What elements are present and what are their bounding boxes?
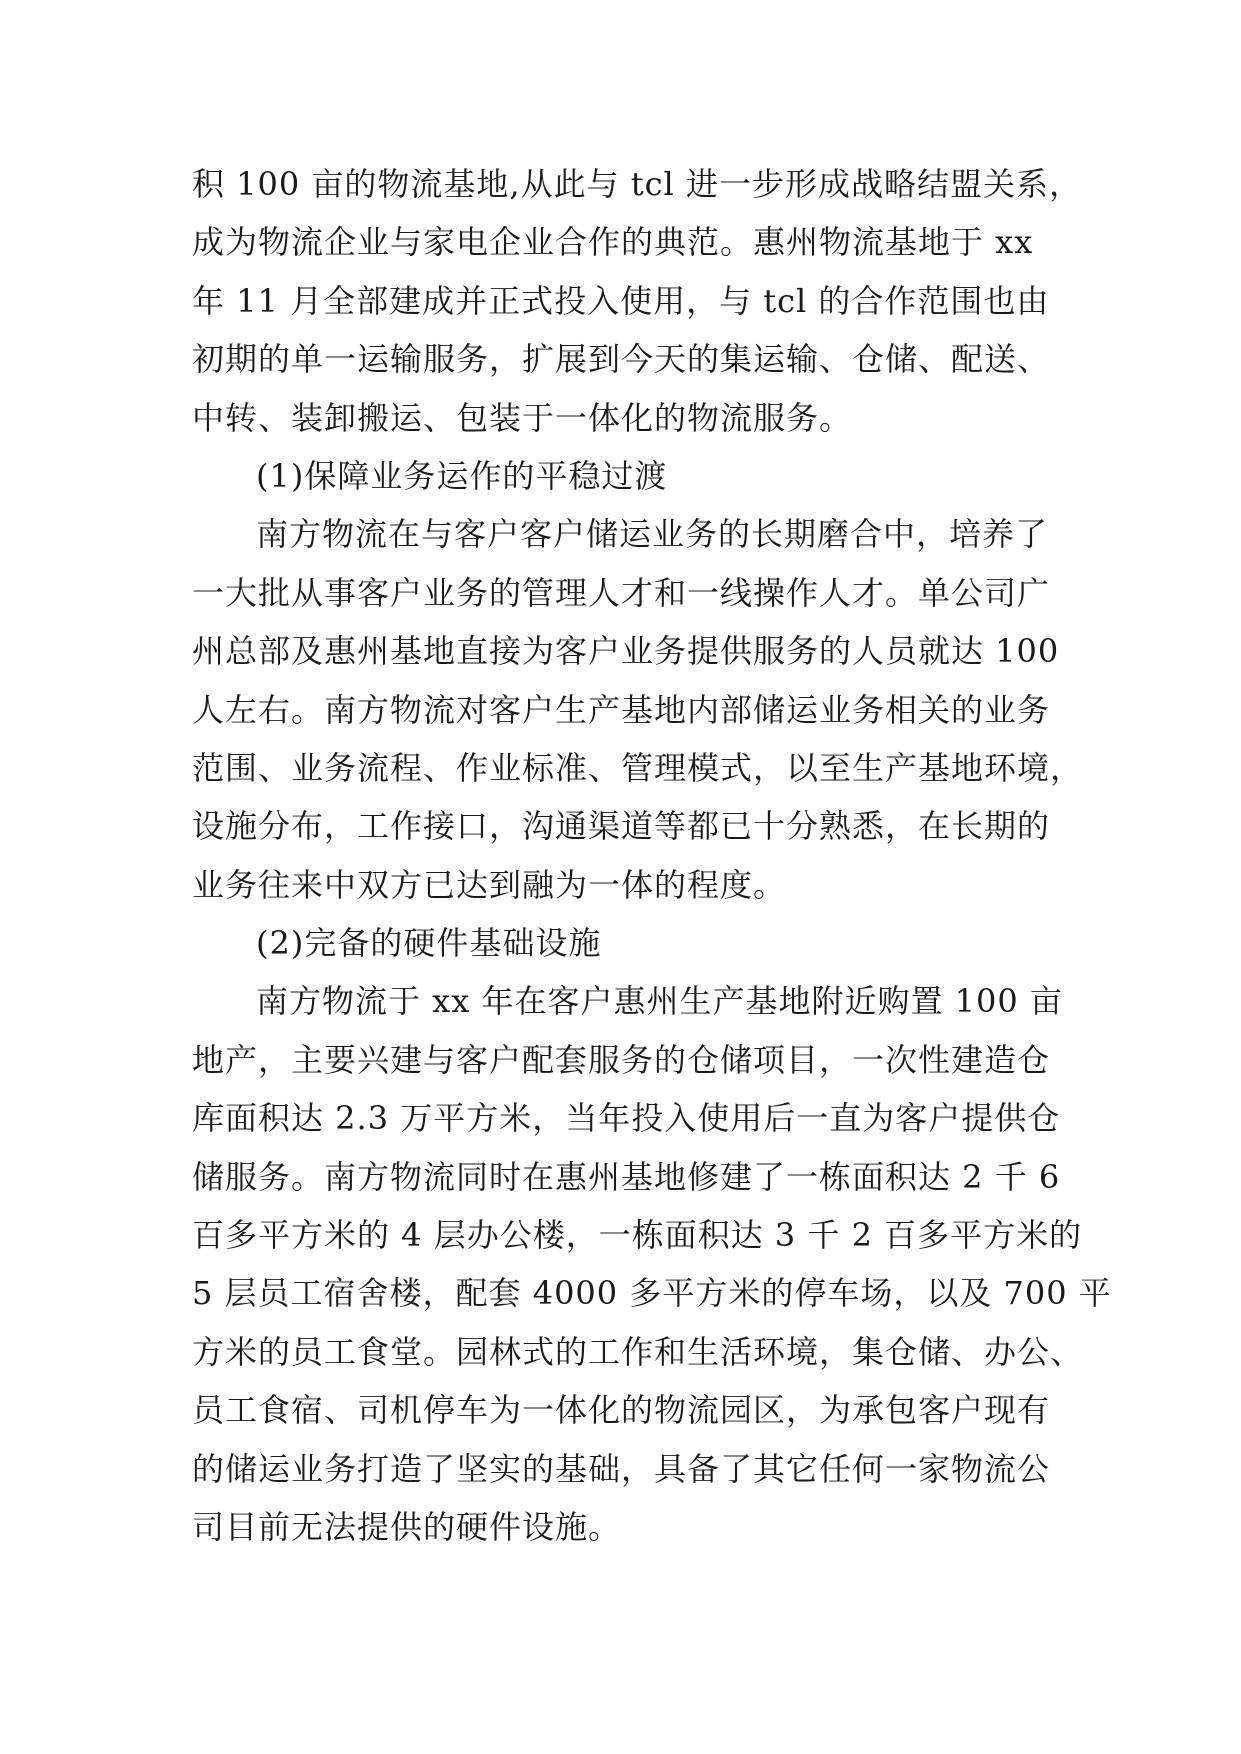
text-line: 员工食宿、司机停车为一体化的物流园区，为承包客户现有: [192, 1391, 1051, 1430]
text-line: 方米的员工食堂。园林式的工作和生活环境，集仓储、办公、: [192, 1332, 1084, 1371]
text-line: 司目前无法提供的硬件设施。: [192, 1507, 622, 1546]
text-line: (2)完备的硬件基础设施: [256, 924, 602, 963]
text-line: 人左右。南方物流对客户生产基地内部储运业务相关的业务: [192, 690, 1051, 729]
text-line: 成为物流企业与家电企业合作的典范。惠州物流基地于 xx: [192, 223, 1034, 262]
text-line: 州总部及惠州基地直接为客户业务提供服务的人员就达 100: [192, 632, 1060, 671]
text-line: 中转、装卸搬运、包装于一体化的物流服务。: [192, 398, 853, 437]
document-body: [192, 155, 1112, 1556]
text-line: 百多平方米的 4 层办公楼，一栋面积达 3 千 2 百多平方米的: [192, 1216, 1083, 1255]
text-line: 一大批从事客户业务的管理人才和一线操作人才。单公司广: [192, 573, 1051, 612]
text-line: 地产，主要兴建与客户配套服务的仓储项目，一次性建造仓: [192, 1040, 1051, 1079]
text-line: 年 11 月全部建成并正式投入使用，与 tcl 的合作范围也由: [192, 281, 1050, 320]
text-line: 积 100 亩的物流基地,从此与 tcl 进一步形成战略结盟关系，: [192, 165, 1082, 203]
text-line: 设施分布，工作接口，沟通渠道等都已十分熟悉，在长期的: [192, 807, 1051, 846]
text-line: 范围、业务流程、作业标准、管理模式，以至生产基地环境，: [192, 748, 1084, 787]
text-line: (1)保障业务运作的平稳过渡: [256, 456, 668, 495]
text-line: 南方物流于 xx 年在客户惠州生产基地附近购置 100 亩: [256, 982, 1063, 1021]
text-line: 储服务。南方物流同时在惠州基地修建了一栋面积达 2 千 6: [192, 1157, 1061, 1196]
text-line: 5 层员工宿舍楼，配套 4000 多平方米的停车场，以及 700 平: [192, 1274, 1112, 1313]
text-line: 南方物流在与客户客户储运业务的长期磨合中，培养了: [256, 515, 1049, 554]
text-line: 的储运业务打造了坚实的基础，具备了其它任何一家物流公: [192, 1449, 1051, 1488]
text-line: 业务往来中双方已达到融为一体的程度。: [192, 865, 787, 904]
text-line: 库面积达 2.3 万平方米，当年投入使用后一直为客户提供仓: [192, 1099, 1061, 1138]
text-line: 初期的单一运输服务，扩展到今天的集运输、仓储、配送、: [192, 340, 1051, 379]
